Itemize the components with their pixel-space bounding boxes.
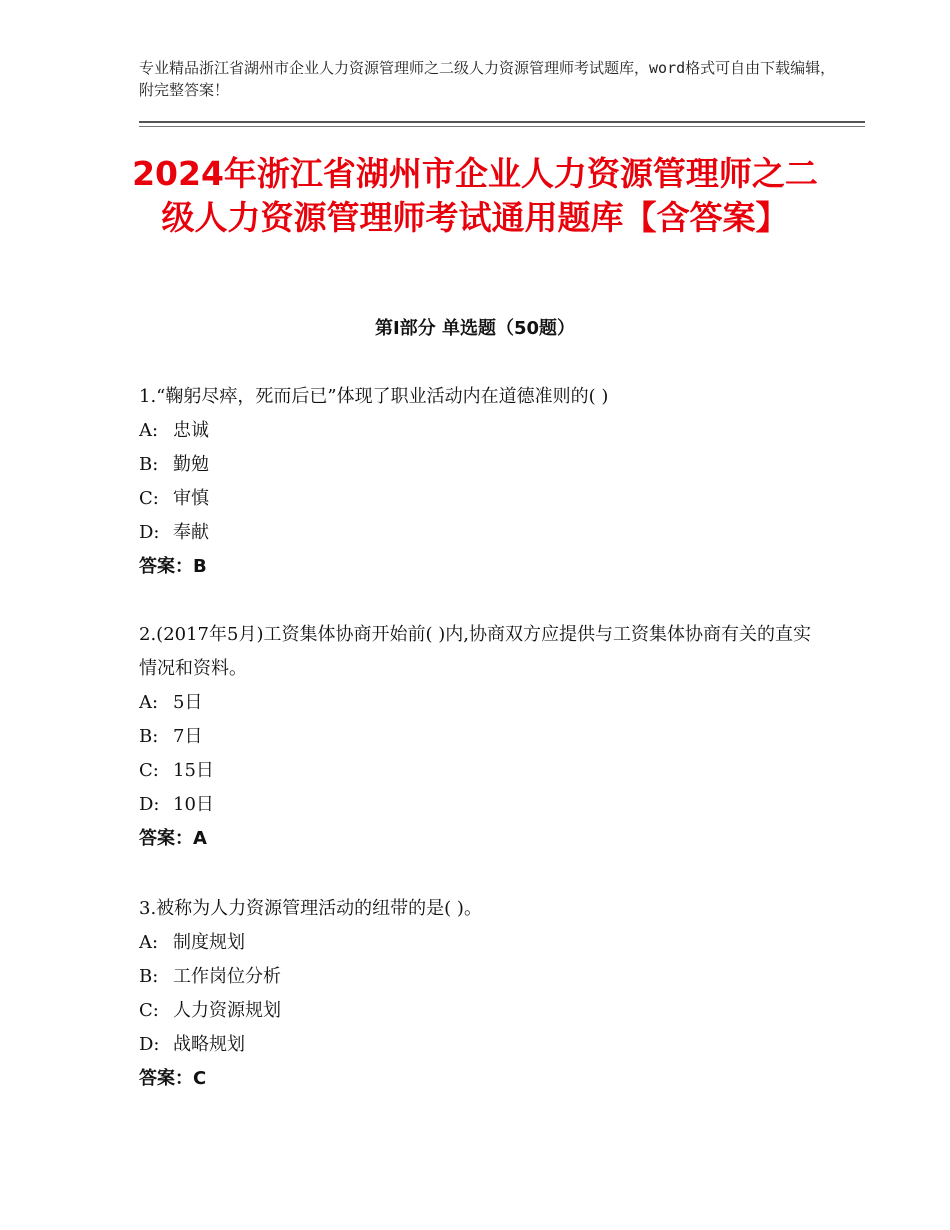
- section-title: 第Ⅰ部分 单选题（50题）: [374, 318, 575, 339]
- option-c: [139, 482, 819, 516]
- answer-line: 答案：A: [139, 828, 207, 849]
- header-note: 专业精品浙江省湖州市企业人力资源管理师之二级人力资源管理师考试题库，word格式可自由下载编辑，附完整答案！: [139, 59, 836, 99]
- option-d: [139, 1028, 819, 1062]
- option-key: A:: [139, 692, 159, 713]
- option-key: D:: [139, 1034, 160, 1055]
- option-text: 7日: [173, 726, 203, 747]
- option-text: 勤勉: [173, 454, 209, 475]
- option-text: 工作岗位分析: [173, 966, 281, 987]
- answer-line: 答案：B: [139, 556, 207, 577]
- option-text: 10日: [173, 794, 214, 815]
- question-1: [139, 380, 819, 584]
- document-title: 2024年浙江省湖州市企业人力资源管理师之二级人力资源管理师考试通用题库【含答案】: [132, 154, 818, 237]
- option-text: 忠诚: [173, 420, 209, 441]
- option-key: A:: [139, 932, 159, 953]
- option-key: C:: [139, 1000, 159, 1021]
- option-c: [139, 754, 819, 788]
- header-divider: [139, 121, 865, 123]
- option-c: [139, 994, 819, 1028]
- option-b: [139, 960, 819, 994]
- question-stem: 1.“鞠躬尽瘁，死而后已”体现了职业活动内在道德准则的( ): [139, 386, 609, 407]
- option-b: [139, 720, 819, 754]
- option-a: [139, 414, 819, 448]
- option-d: [139, 788, 819, 822]
- option-key: C:: [139, 760, 159, 781]
- option-key: D:: [139, 794, 160, 815]
- option-a: [139, 686, 819, 720]
- question-stem: 3.被称为人力资源管理活动的纽带的是( )。: [139, 898, 482, 919]
- option-text: 审慎: [173, 488, 209, 509]
- option-key: A:: [139, 420, 159, 441]
- question-stem: 2.(2017年5月)工资集体协商开始前( )内,协商双方应提供与工资集体协商有关的直实情况和资料。: [139, 624, 811, 679]
- option-d: [139, 516, 819, 550]
- answer-line: 答案：C: [139, 1068, 207, 1089]
- option-key: B:: [139, 726, 159, 747]
- option-text: 战略规划: [173, 1034, 245, 1055]
- question-2: [139, 618, 819, 856]
- option-key: B:: [139, 966, 159, 987]
- option-key: D:: [139, 522, 160, 543]
- option-text: 人力资源规划: [173, 1000, 281, 1021]
- header-divider-thin: [139, 126, 865, 127]
- option-text: 制度规划: [173, 932, 245, 953]
- option-key: B:: [139, 454, 159, 475]
- option-a: [139, 926, 819, 960]
- question-3: [139, 892, 819, 1096]
- option-text: 5日: [173, 692, 203, 713]
- option-key: C:: [139, 488, 159, 509]
- option-text: 奉献: [173, 522, 209, 543]
- option-text: 15日: [173, 760, 214, 781]
- option-b: [139, 448, 819, 482]
